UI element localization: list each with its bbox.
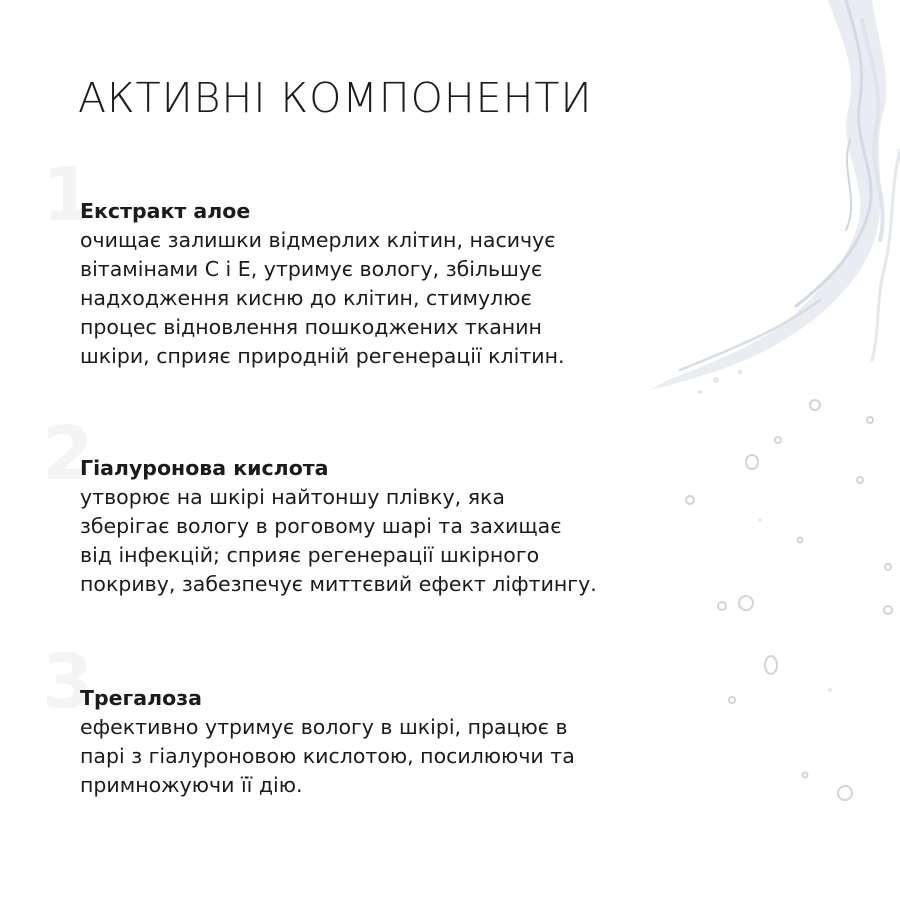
component-number: 2 — [42, 411, 94, 497]
component-name: Трегалоза — [80, 686, 202, 710]
component-description: утворює на шкірі найтоншу плівку, яка зберігає вологу в роговому шарі та захищає від інфекцій; сприяє регенерації шкірного покриву, забезпечує миттєвий ефект ліфтингу. — [80, 485, 597, 596]
component-section — [42, 639, 680, 800]
component-name: Гіалуронова кислота — [80, 456, 329, 480]
component-description: очищає залишки відмерлих клітин, насичує вітамінами С і Е, утримує вологу, збільшує надходження кисню до клітин, стимулює процес відновлення пошкоджених тканин шкіри, сприяє природній регенерації клітин. — [80, 228, 565, 368]
component-number: 3 — [42, 639, 94, 725]
component-description: ефективно утримує вологу в шкірі, працює в парі з гіалуроновою кислотою, посилюючи та примножуючи її дію. — [80, 715, 575, 797]
component-number: 1 — [42, 152, 94, 238]
component-section — [42, 152, 680, 371]
component-name: Екстракт алое — [80, 199, 251, 223]
component-section — [42, 411, 680, 599]
page-title: АКТИВНІ КОМПОНЕНТИ — [78, 74, 593, 122]
